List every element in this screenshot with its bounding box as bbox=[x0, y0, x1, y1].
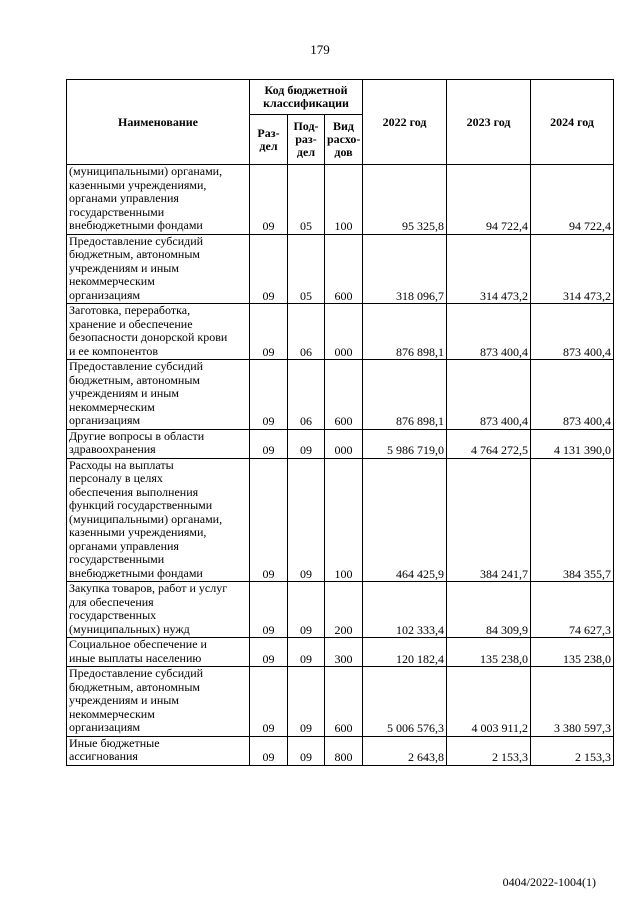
row-section: 09 bbox=[250, 429, 288, 458]
row-amount-2022: 120 182,4 bbox=[363, 638, 447, 667]
row-section: 09 bbox=[250, 736, 288, 765]
row-amount-2022: 876 898,1 bbox=[363, 304, 447, 360]
row-section: 09 bbox=[250, 360, 288, 430]
row-amount-2024: 3 380 597,3 bbox=[531, 667, 614, 737]
row-subsection: 09 bbox=[288, 736, 325, 765]
table-row bbox=[67, 736, 614, 765]
row-subsection: 09 bbox=[288, 582, 325, 638]
row-amount-2023: 384 241,7 bbox=[447, 458, 531, 582]
header-name: Наименование bbox=[67, 80, 250, 165]
row-amount-2024: 4 131 390,0 bbox=[531, 429, 614, 458]
row-section: 09 bbox=[250, 638, 288, 667]
row-amount-2023: 873 400,4 bbox=[447, 360, 531, 430]
row-amount-2022: 464 425,9 bbox=[363, 458, 447, 582]
row-amount-2024: 135 238,0 bbox=[531, 638, 614, 667]
row-amount-2024: 384 355,7 bbox=[531, 458, 614, 582]
row-amount-2022: 318 096,7 bbox=[363, 234, 447, 304]
row-amount-2023: 2 153,3 bbox=[447, 736, 531, 765]
row-expense-type: 100 bbox=[325, 458, 363, 582]
table-row bbox=[67, 429, 614, 458]
row-amount-2024: 873 400,4 bbox=[531, 304, 614, 360]
row-amount-2024: 314 473,2 bbox=[531, 234, 614, 304]
row-amount-2022: 2 643,8 bbox=[363, 736, 447, 765]
header-expense-type: Вид расхо- дов bbox=[325, 115, 363, 165]
row-name: (муниципальными) органами, казенными учреждениями, органами управления государственными внебюджетными фондами bbox=[67, 165, 250, 235]
row-subsection: 06 bbox=[288, 304, 325, 360]
row-name: Предоставление субсидий бюджетным, автономным учреждениям и иным некоммерческим организациям bbox=[67, 234, 250, 304]
row-subsection: 05 bbox=[288, 165, 325, 235]
row-name: Закупка товаров, работ и услуг для обеспечения государственных (муниципальных) нужд bbox=[67, 582, 250, 638]
table-row bbox=[67, 458, 614, 582]
row-section: 09 bbox=[250, 582, 288, 638]
row-amount-2023: 135 238,0 bbox=[447, 638, 531, 667]
table-row bbox=[67, 304, 614, 360]
row-subsection: 06 bbox=[288, 360, 325, 430]
row-amount-2022: 876 898,1 bbox=[363, 360, 447, 430]
table-body bbox=[67, 165, 614, 766]
row-subsection: 09 bbox=[288, 458, 325, 582]
header-section: Раз- дел bbox=[250, 115, 288, 165]
row-amount-2023: 4 003 911,2 bbox=[447, 667, 531, 737]
table-row bbox=[67, 582, 614, 638]
row-expense-type: 000 bbox=[325, 429, 363, 458]
table-row bbox=[67, 165, 614, 235]
row-section: 09 bbox=[250, 165, 288, 235]
row-name: Социальное обеспечение и иные выплаты населению bbox=[67, 638, 250, 667]
row-expense-type: 300 bbox=[325, 638, 363, 667]
row-amount-2024: 94 722,4 bbox=[531, 165, 614, 235]
row-amount-2023: 84 309,9 bbox=[447, 582, 531, 638]
row-subsection: 05 bbox=[288, 234, 325, 304]
row-expense-type: 600 bbox=[325, 360, 363, 430]
budget-table bbox=[66, 79, 614, 766]
header-subsection: Под- раз- дел bbox=[288, 115, 325, 165]
row-section: 09 bbox=[250, 458, 288, 582]
table-row bbox=[67, 667, 614, 737]
row-amount-2024: 2 153,3 bbox=[531, 736, 614, 765]
row-amount-2023: 873 400,4 bbox=[447, 304, 531, 360]
footer-document-code: 0404/2022-1004(1) bbox=[502, 875, 596, 889]
header-year-2024: 2024 год bbox=[531, 80, 614, 165]
page-number: 179 bbox=[310, 42, 330, 57]
row-expense-type: 800 bbox=[325, 736, 363, 765]
row-subsection: 09 bbox=[288, 638, 325, 667]
table-row bbox=[67, 360, 614, 430]
row-amount-2024: 873 400,4 bbox=[531, 360, 614, 430]
row-expense-type: 600 bbox=[325, 667, 363, 737]
row-amount-2022: 5 986 719,0 bbox=[363, 429, 447, 458]
row-amount-2022: 95 325,8 bbox=[363, 165, 447, 235]
table-row bbox=[67, 638, 614, 667]
row-name: Другие вопросы в области здравоохранения bbox=[67, 429, 250, 458]
row-amount-2023: 94 722,4 bbox=[447, 165, 531, 235]
row-name: Расходы на выплаты персоналу в целях обеспечения выполнения функций государственными (муниципальными) органами, казенными учреждениями, органами управления государственными внебюджетными фондами bbox=[67, 458, 250, 582]
row-amount-2023: 4 764 272,5 bbox=[447, 429, 531, 458]
row-expense-type: 200 bbox=[325, 582, 363, 638]
header-year-2022: 2022 год bbox=[363, 80, 447, 165]
table-row bbox=[67, 234, 614, 304]
row-subsection: 09 bbox=[288, 667, 325, 737]
row-name: Предоставление субсидий бюджетным, автономным учреждениям и иным некоммерческим организациям bbox=[67, 667, 250, 737]
row-amount-2022: 102 333,4 bbox=[363, 582, 447, 638]
row-amount-2024: 74 627,3 bbox=[531, 582, 614, 638]
row-name: Предоставление субсидий бюджетным, автономным учреждениям и иным некоммерческим организациям bbox=[67, 360, 250, 430]
row-amount-2022: 5 006 576,3 bbox=[363, 667, 447, 737]
header-budget-code: Код бюджетной классификации bbox=[250, 80, 363, 115]
row-name: Заготовка, переработка, хранение и обеспечение безопасности донорской крови и ее компонентов bbox=[67, 304, 250, 360]
row-section: 09 bbox=[250, 304, 288, 360]
header-year-2023: 2023 год bbox=[447, 80, 531, 165]
row-subsection: 09 bbox=[288, 429, 325, 458]
row-amount-2023: 314 473,2 bbox=[447, 234, 531, 304]
row-expense-type: 000 bbox=[325, 304, 363, 360]
row-section: 09 bbox=[250, 667, 288, 737]
row-section: 09 bbox=[250, 234, 288, 304]
row-name: Иные бюджетные ассигнования bbox=[67, 736, 250, 765]
row-expense-type: 600 bbox=[325, 234, 363, 304]
row-expense-type: 100 bbox=[325, 165, 363, 235]
